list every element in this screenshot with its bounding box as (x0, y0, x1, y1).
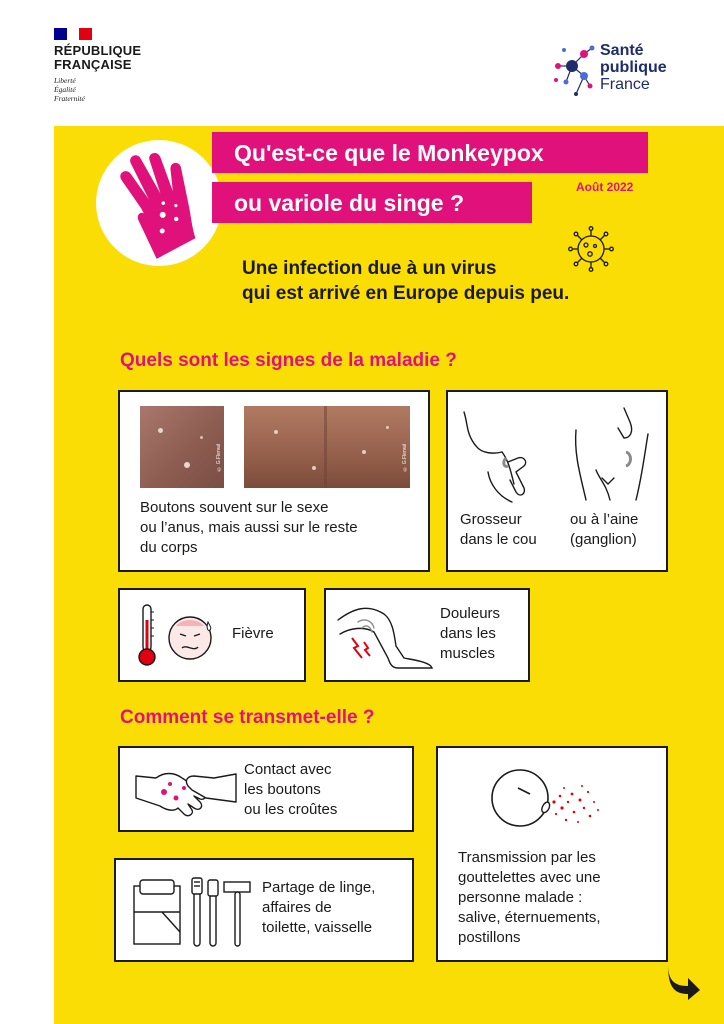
card-partage (114, 858, 414, 962)
rf-motto: Liberté Égalité Fraternité (54, 76, 85, 103)
hand-badge (96, 140, 222, 266)
rf-title: RÉPUBLIQUE FRANÇAISE (54, 43, 142, 72)
douleurs-text: Douleurs dans les muscles (440, 605, 501, 662)
signs-heading: Quels sont les signes de la maladie ? (120, 350, 457, 371)
french-flag-icon (54, 28, 92, 40)
photo-credit: © G.Flerval (216, 444, 222, 472)
card-douleurs (324, 588, 530, 682)
republique-francaise-logo (54, 28, 164, 103)
groin-swelling-icon (566, 404, 656, 504)
intro-text: Une infection due à un virus qui est arrivé en Europe depuis peu. (242, 258, 570, 304)
card-boutons (118, 390, 430, 572)
next-page-arrow-icon[interactable] (664, 960, 702, 1000)
boutons-text: Boutons souvent sur le sexe ou l’anus, mais aussi sur le reste du corps (140, 499, 358, 556)
neck-swelling-icon (458, 404, 548, 504)
sneezing-face-icon (490, 764, 602, 834)
fievre-text: Fièvre (232, 625, 274, 642)
cou-text: Grosseur dans le cou (460, 511, 537, 548)
handshake-icon (134, 758, 238, 824)
linen-toothbrush-razor-icon (132, 876, 262, 948)
aine-text: ou à l’aine (ganglion) (570, 511, 639, 548)
card-ganglions (446, 390, 668, 572)
gouttelettes-text: Transmission par les gouttelettes avec une personne malade : salive, éternuements, postillons (458, 849, 601, 946)
skin-photo-back (244, 406, 410, 488)
thermometer-icon (136, 602, 158, 668)
sante-publique-france-logo (552, 36, 692, 106)
spf-text: Santé publique France (600, 42, 667, 93)
publication-date: Août 2022 (576, 180, 634, 194)
skin-photo-close (140, 406, 224, 488)
contact-text: Contact avec les boutons ou les croûtes (244, 761, 338, 818)
hand-with-spots-icon (96, 140, 222, 266)
card-contact (118, 746, 414, 832)
partage-text: Partage de linge, affaires de toilette, vaisselle (262, 879, 376, 936)
title-line-1: Qu'est-ce que le Monkeypox (212, 132, 648, 173)
molecule-icon (552, 36, 600, 106)
photo-credit: © G.Flerval (402, 444, 408, 472)
transmission-heading: Comment se transmet-elle ? (120, 707, 375, 728)
leg-pain-icon (334, 598, 438, 674)
card-fievre (118, 588, 306, 682)
feverish-face-icon (166, 610, 216, 662)
title-line-2: ou variole du singe ? (212, 182, 532, 223)
virus-icon (566, 224, 616, 274)
card-gouttelettes (436, 746, 668, 962)
